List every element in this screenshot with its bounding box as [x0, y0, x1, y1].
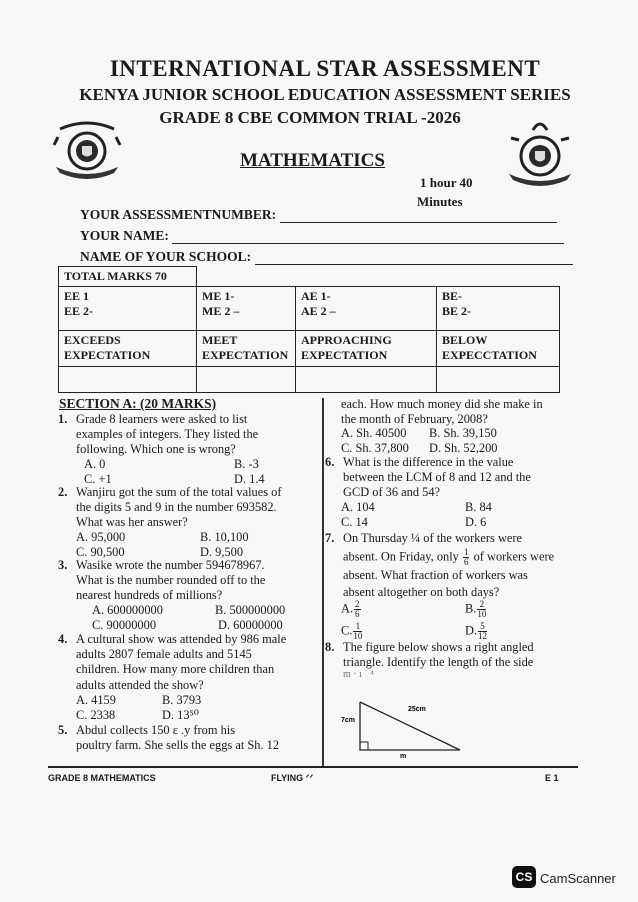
assessment-number-label: YOUR ASSESSMENTNUMBER:	[80, 207, 277, 222]
ae-cell: AE 1- AE 2 –	[296, 287, 437, 331]
fraction-one-sixth: $\frac{1}{6}$	[463, 546, 469, 567]
option-a[interactable]: A. 0	[84, 457, 106, 471]
hypotenuse-label: 25cm	[408, 706, 426, 713]
column-divider	[322, 398, 324, 768]
school-crest-right-icon	[505, 120, 575, 188]
score-cell[interactable]	[296, 367, 437, 393]
name-label: YOUR NAME:	[80, 228, 169, 243]
option-c[interactable]: C. Sh. 37,800	[341, 441, 409, 455]
option-c[interactable]: C. 90000000	[92, 618, 157, 632]
score-cell[interactable]	[437, 367, 560, 393]
assessment-title: INTERNATIONAL STAR ASSESSMENT	[109, 56, 541, 81]
footer-rule	[48, 766, 578, 768]
series-title: KENYA JUNIOR SCHOOL EDUCATION ASSESSMENT SERIES	[79, 85, 571, 104]
option-c[interactable]: C. $\frac{1}{10}$	[341, 621, 363, 641]
footer-right: E 1	[545, 773, 559, 783]
option-b[interactable]: B. 500000000	[215, 603, 286, 617]
option-c[interactable]: C. 2338	[76, 708, 116, 722]
below-cell: BELOW EXPECCTATION	[437, 331, 560, 367]
school-blank[interactable]	[255, 252, 573, 265]
option-a[interactable]: A. 4159	[76, 693, 116, 707]
name-blank[interactable]	[172, 231, 564, 244]
option-d[interactable]: D. 1.4	[234, 472, 265, 486]
option-d[interactable]: D. Sh. 52,200	[429, 441, 498, 455]
option-d[interactable]: D. 13⁵⁰	[162, 708, 199, 722]
score-cell[interactable]	[197, 367, 296, 393]
right-triangle-figure	[338, 698, 468, 760]
option-b[interactable]: B. 3793	[162, 693, 202, 707]
grade-table	[58, 266, 560, 393]
name-field[interactable]	[80, 228, 564, 244]
option-c[interactable]: C. +1	[84, 472, 112, 486]
assessment-number-blank[interactable]	[280, 210, 557, 223]
option-a[interactable]: A. $\frac{2}{6}$	[341, 599, 360, 619]
section-title: SECTION A: (20 MARKS)	[59, 396, 217, 411]
school-label: NAME OF YOUR SCHOOL:	[80, 249, 252, 264]
option-d[interactable]: D. 9,500	[200, 545, 244, 559]
base-label: m	[400, 753, 407, 760]
time-line-1: 1 hour 40	[420, 175, 473, 190]
camscanner-watermark: CamScanner	[540, 871, 616, 886]
footer-left: GRADE 8 MATHEMATICS	[48, 773, 156, 783]
score-cell[interactable]	[59, 367, 197, 393]
side-label: 7cm	[341, 717, 356, 724]
option-d[interactable]: D. $\frac{5}{12}$	[465, 621, 488, 641]
empty-cell	[197, 267, 560, 287]
time-allowed	[417, 173, 473, 211]
footer-mid: FLYING ᐟᐟ	[271, 773, 314, 783]
option-a[interactable]: A. 104	[341, 500, 375, 514]
time-line-2: Minutes	[417, 194, 463, 209]
meet-cell: MEET EXPECTATION	[197, 331, 296, 367]
ee-cell: EE 1 EE 2-	[59, 287, 197, 331]
option-b[interactable]: B. $\frac{2}{10}$	[465, 599, 487, 619]
option-a[interactable]: A. Sh. 40500	[341, 426, 407, 440]
option-a[interactable]: A. 95,000	[76, 530, 126, 544]
option-b[interactable]: B. Sh. 39,150	[429, 426, 497, 440]
approaching-cell: APPROACHING EXPECTATION	[296, 331, 437, 367]
option-a[interactable]: A. 600000000	[92, 603, 163, 617]
option-c[interactable]: C. 14	[341, 515, 368, 529]
option-d[interactable]: D. 6	[465, 515, 487, 529]
option-c[interactable]: C. 90,500	[76, 545, 125, 559]
option-d[interactable]: D. 60000000	[218, 618, 283, 632]
assessment-number-field[interactable]	[80, 207, 557, 223]
subject-title: MATHEMATICS	[240, 150, 385, 171]
right-angle-mark	[360, 742, 368, 750]
total-marks-cell: TOTAL MARKS 70	[59, 267, 197, 287]
school-field[interactable]	[80, 249, 573, 265]
option-b[interactable]: B. 84	[465, 500, 492, 514]
me-cell: ME 1- ME 2 –	[197, 287, 296, 331]
trial-title: GRADE 8 CBE COMMON TRIAL -2026	[159, 108, 461, 127]
be-cell: BE- BE 2-	[437, 287, 560, 331]
camscanner-logo-icon: CS	[512, 866, 536, 888]
option-b[interactable]: B. -3	[234, 457, 259, 471]
option-b[interactable]: B. 10,100	[200, 530, 249, 544]
exceeds-cell: EXCEEDS EXPECTATION	[59, 331, 197, 367]
